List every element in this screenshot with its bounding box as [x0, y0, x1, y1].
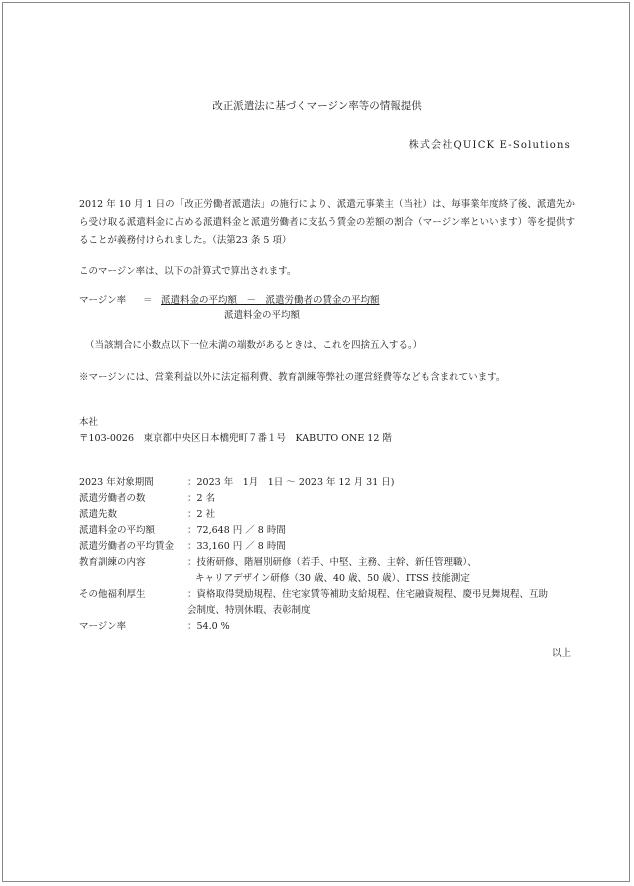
company-name: 株式会社QUICK E-Solutions [408, 140, 571, 151]
info-label: 2023 年対象期間 [79, 477, 154, 488]
formula-denominator: 派遣料金の平均額 [224, 310, 301, 321]
info-label: マージン率 [79, 621, 127, 632]
info-value: ：54.0 % [187, 621, 230, 632]
info-value: ：2 社 [187, 509, 216, 520]
intro-paragraph: 2012 年 10 月 1 日の「改正労働者派遣法」の施行により、派遣元事業主（当社）は、毎事業年度終了後、派遣先から受け取る派遣料金に占める派遣料金と派遣労働者に支払う賃金の差額の割合（マージン率といいます）等を提供することが義務付けられました。（法第23 条 5 項） [79, 199, 575, 246]
office-label: 本社 [79, 417, 99, 428]
formula-equals: ＝ [143, 295, 153, 306]
office-address: 〒103-0026 東京都中央区日本橋兜町７番１号 KABUTO ONE 12 階 [79, 433, 392, 444]
info-value: ：72,648 円 ／ 8 時間 [187, 525, 286, 536]
info-value: ：技術研修、階層別研修（若手、中堅、主務、主幹、新任管理職）、 [187, 557, 477, 568]
formula-label: マージン率 [79, 295, 127, 306]
info-label: 派遣労働者の数 [79, 493, 146, 504]
info-value-continuation: キャリアデザイン研修（30 歳、40 歳、50 歳）、ITSS 技能測定 [195, 573, 470, 584]
document-page [2, 2, 630, 882]
formula-numerator: 派遣料金の平均額 － 派遣労働者の賃金の平均額 [161, 295, 380, 306]
info-value: ：資格取得奨励規程、住宅家賃等補助支給規程、住宅融資規程、慶弔見舞規程、互助 [187, 589, 549, 600]
info-label: その他福利厚生 [79, 589, 146, 600]
info-label: 派遣先数 [79, 509, 118, 520]
info-value: ：33,160 円 ／ 8 時間 [187, 541, 286, 552]
info-value: ：2 名 [187, 493, 216, 504]
info-label: 派遣労働者の平均賃金 [79, 541, 175, 552]
info-value: ：2023 年 1月 1日 ～ 2023 年 12 月 31 日) [187, 477, 395, 488]
info-label: 教育訓練の内容 [79, 557, 146, 568]
info-value-continuation: 会制度、特別休暇、表彰制度 [187, 605, 311, 616]
margin-note: ※マージンには、営業利益以外に法定福利費、教育訓練等弊社の運営経費等なども含まれています。 [79, 372, 506, 383]
closing-text: 以上 [551, 648, 571, 659]
document-title: 改正派遣法に基づくマージン率等の情報提供 [212, 100, 422, 112]
calculation-note: このマージン率は、以下の計算式で算出されます。 [79, 266, 297, 277]
info-label: 派遣料金の平均額 [79, 525, 156, 536]
rounding-note: （当該割合に小数点以下一位未満の端数があるときは、これを四捨五入する。） [85, 340, 423, 351]
